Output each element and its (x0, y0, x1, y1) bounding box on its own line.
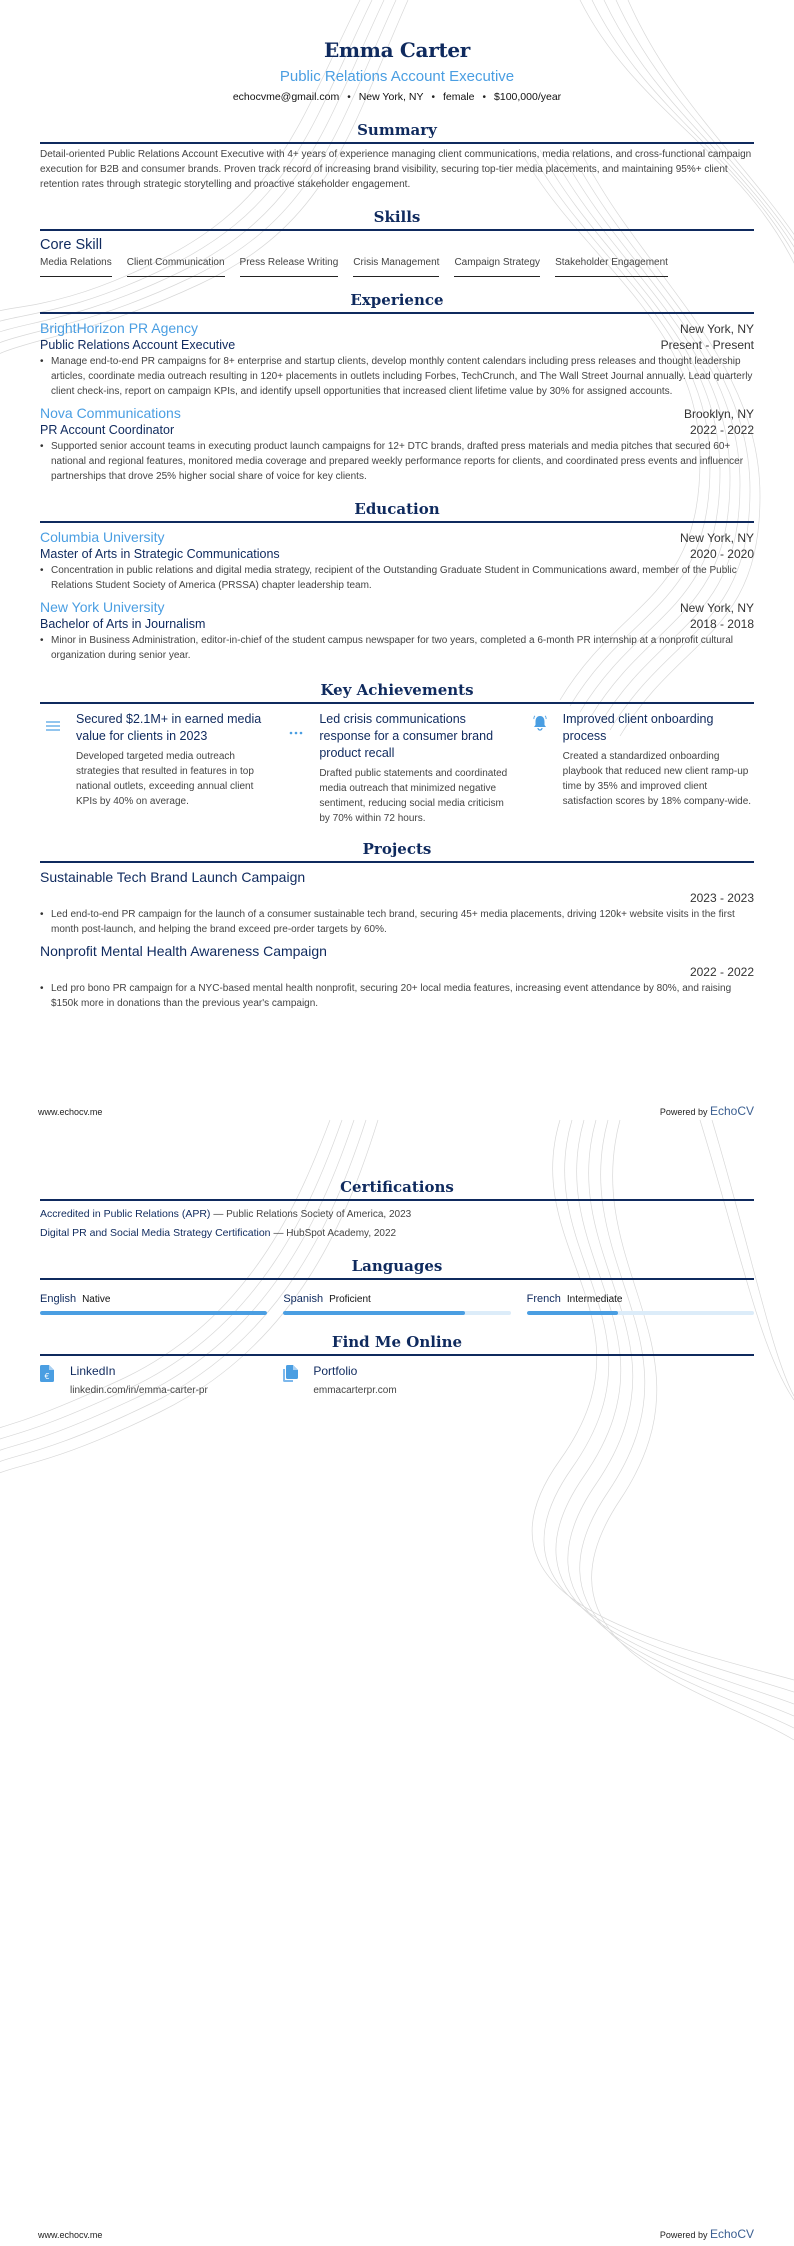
page-footer (38, 1104, 754, 1118)
online-link-url[interactable]: emmacarterpr.com (313, 1385, 397, 1396)
project-dates: 2023 - 2023 (689, 891, 754, 905)
footer-powered-by: Powered by EchoCV (659, 2227, 754, 2241)
section-title-projects: Projects (40, 840, 754, 863)
job-title: Public Relations Account Executive (40, 338, 236, 352)
certification-issuer: — HubSpot Academy, 2022 (273, 1228, 397, 1239)
skills-list (40, 257, 754, 277)
language-proficiency-bar (283, 1311, 510, 1315)
skill-chip: Client Communication (127, 257, 225, 277)
project-description: • Led end-to-end PR campaign for the launch of a consumer sustainable tech brand, securing 45+ media placements, driving 120k+ website visits in the first month post-launch, and helping the brand exceed pre-order targets by 60%. (40, 907, 754, 937)
skill-chip: Press Release Writing (240, 257, 339, 277)
footer-site-link[interactable]: www.echocv.me (38, 1107, 103, 1117)
job-description: • Supported senior account teams in executing product launch campaigns for 12+ DTC brands, drafted press materials and media pitches that secured 60+ national and regional features, monitored media coverage and prepared weekly performance reports for clients, and coordinated press events and influencer partnerships that drove 25% higher social share of voice for key clients. (40, 439, 754, 484)
menu-lines-icon (40, 711, 66, 826)
resume-page-2 (0, 1160, 794, 1396)
project-dates: 2022 - 2022 (689, 965, 754, 979)
contact-salary: $100,000/year (494, 91, 562, 103)
section-title-certifications: Certifications (40, 1178, 754, 1201)
company-name: Nova Communications (40, 405, 181, 421)
achievement-description: Developed targeted media outreach strategies that resulted in features in top national outlets, exceeding annual client KPIs by 40% on average. (76, 751, 254, 807)
language-item (283, 1289, 510, 1315)
achievement-description: Drafted public statements and coordinated media outreach that minimized negative sentiment, reducing social media criticism by 70% within 72 hours. (319, 768, 508, 824)
contact-gender: female (443, 91, 475, 103)
section-title-achievements: Key Achievements (40, 681, 754, 704)
language-name: French (526, 1293, 561, 1305)
achievement-item (283, 711, 510, 826)
skill-chip: Crisis Management (353, 257, 439, 277)
separator-dot: • (482, 91, 487, 103)
project-entry (40, 869, 754, 937)
language-level: Proficient (329, 1294, 371, 1305)
separator-dot: • (431, 91, 435, 103)
project-name: Nonprofit Mental Health Awareness Campaign (40, 943, 327, 959)
document-euro-icon (40, 1364, 58, 1396)
footer-brand[interactable]: EchoCV (709, 1104, 754, 1118)
project-description: • Led pro bono PR campaign for a NYC-based mental health nonprofit, securing 20+ local media features, increasing event attendance by 80%, and raising $150k more in donations than the previous year's campaign. (40, 981, 754, 1011)
language-item (527, 1289, 754, 1315)
skill-chip: Stakeholder Engagement (555, 257, 668, 277)
job-dates: Present - Present (660, 338, 754, 352)
certification-name: Digital PR and Social Media Strategy Certification (40, 1227, 271, 1239)
school-location: New York, NY (679, 601, 754, 615)
language-level: Intermediate (566, 1294, 623, 1305)
degree-title: Bachelor of Arts in Journalism (40, 617, 206, 631)
contact-location: New York, NY (358, 91, 424, 103)
achievement-description: Created a standardized onboarding playbook that reduced new client ramp-up time by 35% and improved client satisfaction scores by 18% company-wide. (562, 751, 752, 807)
online-link-url[interactable]: linkedin.com/in/emma-carter-pr (70, 1385, 208, 1396)
candidate-name: Emma Carter (323, 38, 471, 62)
language-name: English (40, 1293, 77, 1305)
achievement-title: Improved client onboarding process (562, 712, 714, 743)
section-title-experience: Experience (40, 291, 754, 314)
copy-document-icon (283, 1364, 301, 1396)
company-location: Brooklyn, NY (683, 407, 754, 421)
job-title: PR Account Coordinator (40, 423, 175, 437)
skill-chip: Media Relations (40, 257, 112, 277)
section-title-find-me-online: Find Me Online (40, 1333, 754, 1356)
school-name: New York University (40, 599, 165, 615)
section-title-summary: Summary (40, 121, 754, 144)
achievement-title: Led crisis communications response for a consumer brand product recall (319, 712, 494, 760)
education-entry (40, 599, 754, 663)
skill-group-label: Core Skill (40, 237, 103, 253)
experience-entry (40, 320, 754, 399)
online-link-label: Portfolio (313, 1364, 358, 1378)
education-description: • Minor in Business Administration, editor-in-chief of the student campus newspaper for two years, completed a 6-month PR internship at a nonprofit cultural organization during senior year. (40, 633, 754, 663)
languages-grid (40, 1289, 754, 1315)
language-level: Native (82, 1294, 111, 1305)
certification-item (40, 1227, 754, 1239)
footer-brand[interactable]: EchoCV (709, 2227, 754, 2241)
section-title-skills: Skills (40, 208, 754, 231)
education-entry (40, 529, 754, 593)
summary-text: Detail-oriented Public Relations Account Executive with 4+ years of experience managing client communications, media relations, and cross-functional campaign execution for B2B and consumer brands. Proven track record of increasing brand visibility, securing top-tier media placements, and maintaining 95%+ client retention rates through strategic storytelling and proactive stakeholder engagement. (40, 149, 752, 190)
resume-page-1 (0, 0, 794, 1011)
achievement-item (40, 711, 267, 826)
language-name: Spanish (283, 1293, 324, 1305)
job-dates: 2022 - 2022 (689, 423, 754, 437)
school-location: New York, NY (679, 531, 754, 545)
bell-icon (527, 711, 553, 826)
achievement-item (527, 711, 754, 826)
candidate-role: Public Relations Account Executive (279, 68, 515, 85)
company-location: New York, NY (679, 322, 754, 336)
degree-dates: 2018 - 2018 (689, 617, 754, 631)
job-description: • Manage end-to-end PR campaigns for 8+ enterprise and startup clients, develop monthly content calendars including press releases and thought leadership articles, coordinate media outreach resulting in 120+ placements in outlets including Forbes, TechCrunch, and The Wall Street Journal annually. Lead quarterly client check-ins, report on campaign KPIs, and identify upsell opportunities that increased client lifetime value by 30% for assigned accounts. (40, 354, 754, 399)
ellipsis-icon (283, 711, 309, 826)
footer-site-link[interactable]: www.echocv.me (38, 2230, 103, 2240)
online-links-grid (40, 1364, 754, 1396)
degree-title: Master of Arts in Strategic Communications (40, 547, 280, 561)
online-link-label: LinkedIn (70, 1364, 116, 1378)
certification-name: Accredited in Public Relations (APR) (40, 1208, 211, 1220)
footer-powered-by: Powered by EchoCV (659, 1104, 754, 1118)
language-item (40, 1289, 267, 1315)
page-footer (38, 2227, 754, 2241)
skill-chip: Campaign Strategy (454, 257, 540, 277)
project-entry (40, 943, 754, 1011)
certification-item (40, 1208, 754, 1220)
separator-dot: • (347, 91, 351, 103)
education-description: • Concentration in public relations and digital media strategy, recipient of the Outstanding Graduate Student in Communications award, member of the Public Relations Student Society of America (PRSSA) chapter leadership team. (40, 563, 754, 593)
degree-dates: 2020 - 2020 (689, 547, 754, 561)
achievement-title: Secured $2.1M+ in earned media value for clients in 2023 (76, 712, 262, 743)
online-link-portfolio[interactable] (283, 1364, 510, 1396)
achievements-grid (40, 711, 754, 826)
svg-text:€: € (44, 1372, 50, 1381)
company-name: BrightHorizon PR Agency (40, 320, 198, 336)
school-name: Columbia University (40, 529, 165, 545)
project-name: Sustainable Tech Brand Launch Campaign (40, 869, 306, 885)
contact-line (40, 91, 754, 103)
language-proficiency-bar (40, 1311, 267, 1315)
section-title-education: Education (40, 500, 754, 523)
section-title-languages: Languages (40, 1257, 754, 1280)
certification-issuer: — Public Relations Society of America, 2023 (213, 1209, 412, 1220)
experience-entry (40, 405, 754, 484)
language-proficiency-bar (527, 1311, 754, 1315)
online-link-linkedin[interactable] (40, 1364, 267, 1396)
contact-email[interactable]: echocvme@gmail.com (232, 91, 340, 103)
